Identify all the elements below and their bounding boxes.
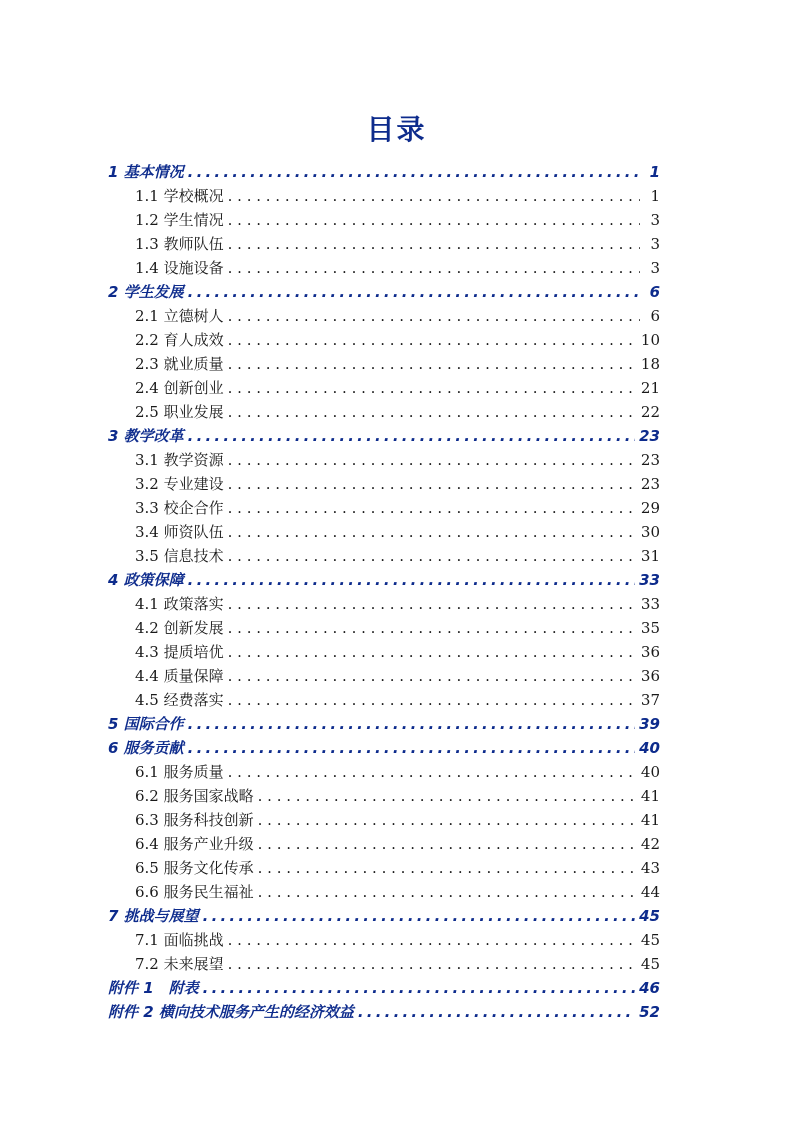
toc-entry-label: 2.3 就业质量 (135, 355, 224, 373)
toc-section-entry[interactable] (108, 928, 660, 952)
toc-page-number: 33 (640, 595, 660, 613)
toc-chapter-entry[interactable] (108, 280, 660, 304)
toc-page-number: 3 (650, 259, 660, 277)
toc-page-number: 23 (639, 427, 660, 445)
toc-page-number: 30 (640, 523, 660, 541)
toc-page-number: 45 (640, 955, 660, 973)
toc-section-entry[interactable] (108, 952, 660, 976)
toc-entry-label: 附件 2 横向技术服务产生的经济效益 (108, 1003, 354, 1021)
toc-page-number: 23 (640, 451, 660, 469)
toc-entry-label: 3 教学改革 (108, 427, 184, 445)
dot-leader (358, 1000, 635, 1024)
toc-page-number: 37 (640, 691, 660, 709)
toc-page-number: 43 (640, 859, 660, 877)
toc-section-entry[interactable] (108, 664, 660, 688)
toc-page-number: 52 (639, 1003, 660, 1021)
toc-page-number: 40 (639, 739, 660, 757)
toc-page-number: 29 (640, 499, 660, 517)
toc-section-entry[interactable] (108, 784, 660, 808)
toc-entry-label: 6.4 服务产业升级 (135, 835, 254, 853)
toc-chapter-entry[interactable] (108, 904, 660, 928)
toc-section-entry[interactable] (108, 400, 660, 424)
dot-leader (228, 688, 637, 712)
toc-entry-label: 4 政策保障 (108, 571, 184, 589)
toc-page-number: 45 (639, 907, 660, 925)
toc-page-number: 21 (640, 379, 660, 397)
toc-entry-label: 6.6 服务民生福祉 (135, 883, 254, 901)
toc-page-number: 40 (640, 763, 660, 781)
toc-page-number: 41 (640, 787, 660, 805)
toc-page-number: 42 (640, 835, 660, 853)
dot-leader (188, 712, 635, 736)
dot-leader (228, 592, 637, 616)
toc-entry-label: 2.4 创新创业 (135, 379, 224, 397)
toc-section-entry[interactable] (108, 304, 660, 328)
dot-leader (228, 472, 637, 496)
toc-entry-label: 5 国际合作 (108, 715, 184, 733)
toc-section-entry[interactable] (108, 472, 660, 496)
toc-entry-label: 2 学生发展 (108, 283, 184, 301)
toc-entry-label: 4.5 经费落实 (135, 691, 224, 709)
toc-section-entry[interactable] (108, 592, 660, 616)
page-title: 目录 (366, 113, 427, 146)
dot-leader (228, 232, 640, 256)
toc-entry-label: 3.3 校企合作 (135, 499, 224, 517)
toc-page-number: 3 (650, 211, 660, 229)
toc-page-number: 1 (649, 163, 660, 181)
dot-leader (228, 352, 637, 376)
dot-leader (228, 448, 637, 472)
toc-section-entry[interactable] (108, 256, 660, 280)
toc-page-number: 45 (640, 931, 660, 949)
toc-entry-label: 7 挑战与展望 (108, 907, 199, 925)
toc-entry-label: 2.5 职业发展 (135, 403, 224, 421)
toc-entry-label: 6.1 服务质量 (135, 763, 224, 781)
dot-leader (188, 160, 640, 184)
toc-page-number: 33 (639, 571, 660, 589)
toc-section-entry[interactable] (108, 352, 660, 376)
dot-leader (203, 976, 635, 1000)
toc-page-number: 36 (640, 667, 660, 685)
toc-entry-label: 2.1 立德树人 (135, 307, 224, 325)
toc-page-number: 18 (640, 355, 660, 373)
toc-chapter-entry[interactable] (108, 712, 660, 736)
toc-section-entry[interactable] (108, 688, 660, 712)
dot-leader (203, 904, 635, 928)
toc-entry-label: 4.4 质量保障 (135, 667, 224, 685)
dot-leader (188, 568, 635, 592)
toc-entry-label: 1 基本情况 (108, 163, 184, 181)
toc-entry-label: 3.5 信息技术 (135, 547, 224, 565)
toc-entry-label: 1.4 设施设备 (135, 259, 224, 277)
toc-entry-label: 4.1 政策落实 (135, 595, 224, 613)
toc-page-number: 39 (639, 715, 660, 733)
dot-leader (188, 280, 640, 304)
toc-section-entry[interactable] (108, 760, 660, 784)
toc-page-number: 1 (650, 187, 660, 205)
dot-leader (228, 208, 640, 232)
dot-leader (228, 400, 637, 424)
toc-page-number: 23 (640, 475, 660, 493)
toc-page-number: 36 (640, 643, 660, 661)
dot-leader (258, 784, 637, 808)
dot-leader (228, 760, 637, 784)
toc-section-entry[interactable] (108, 832, 660, 856)
toc-section-entry[interactable] (108, 208, 660, 232)
dot-leader (228, 304, 640, 328)
toc-section-entry[interactable] (108, 808, 660, 832)
toc-entry-label: 6 服务贡献 (108, 739, 184, 757)
dot-leader (228, 952, 637, 976)
dot-leader (228, 664, 637, 688)
dot-leader (228, 928, 637, 952)
toc-section-entry[interactable] (108, 856, 660, 880)
dot-leader (228, 328, 637, 352)
toc-entry-label: 3.2 专业建设 (135, 475, 224, 493)
toc-section-entry[interactable] (108, 184, 660, 208)
toc-page-number: 41 (640, 811, 660, 829)
toc-section-entry[interactable] (108, 520, 660, 544)
toc-page-number: 6 (650, 307, 660, 325)
toc-section-entry[interactable] (108, 880, 660, 904)
dot-leader (258, 832, 637, 856)
dot-leader (228, 376, 637, 400)
toc-entry-label: 7.2 未来展望 (135, 955, 224, 973)
toc-chapter-entry[interactable] (108, 976, 660, 1000)
toc-entry-label: 4.3 提质培优 (135, 643, 224, 661)
dot-leader (228, 520, 637, 544)
toc-section-entry[interactable] (108, 496, 660, 520)
toc-chapter-entry[interactable] (108, 160, 660, 184)
toc-chapter-entry[interactable] (108, 1000, 660, 1024)
toc-page-number: 35 (640, 619, 660, 637)
dot-leader (258, 880, 637, 904)
toc-entry-label: 2.2 育人成效 (135, 331, 224, 349)
toc-page-number: 46 (639, 979, 660, 997)
toc-entry-label: 4.2 创新发展 (135, 619, 224, 637)
dot-leader (228, 496, 637, 520)
toc-entry-label: 6.5 服务文化传承 (135, 859, 254, 877)
table-of-contents (108, 160, 660, 1024)
toc-section-entry[interactable] (108, 544, 660, 568)
toc-page-number: 6 (649, 283, 660, 301)
toc-page-number: 3 (650, 235, 660, 253)
toc-section-entry[interactable] (108, 232, 660, 256)
toc-entry-label: 3.1 教学资源 (135, 451, 224, 469)
toc-page-number: 22 (640, 403, 660, 421)
dot-leader (258, 856, 637, 880)
dot-leader (258, 808, 637, 832)
toc-entry-label: 附件 1 附表 (108, 979, 199, 997)
toc-entry-label: 7.1 面临挑战 (135, 931, 224, 949)
toc-page-number: 31 (640, 547, 660, 565)
dot-leader (228, 184, 640, 208)
toc-page-number: 10 (640, 331, 660, 349)
dot-leader (188, 424, 635, 448)
toc-page-number: 44 (640, 883, 660, 901)
dot-leader (228, 256, 640, 280)
dot-leader (228, 544, 637, 568)
dot-leader (188, 736, 635, 760)
toc-entry-label: 1.1 学校概况 (135, 187, 224, 205)
toc-section-entry[interactable] (108, 616, 660, 640)
toc-chapter-entry[interactable] (108, 736, 660, 760)
toc-entry-label: 1.3 教师队伍 (135, 235, 224, 253)
toc-entry-label: 3.4 师资队伍 (135, 523, 224, 541)
toc-section-entry[interactable] (108, 640, 660, 664)
toc-section-entry[interactable] (108, 328, 660, 352)
toc-chapter-entry[interactable] (108, 424, 660, 448)
toc-entry-label: 6.2 服务国家战略 (135, 787, 254, 805)
dot-leader (228, 616, 637, 640)
toc-section-entry[interactable] (108, 448, 660, 472)
dot-leader (228, 640, 637, 664)
toc-section-entry[interactable] (108, 376, 660, 400)
toc-chapter-entry[interactable] (108, 568, 660, 592)
toc-entry-label: 6.3 服务科技创新 (135, 811, 254, 829)
toc-entry-label: 1.2 学生情况 (135, 211, 224, 229)
